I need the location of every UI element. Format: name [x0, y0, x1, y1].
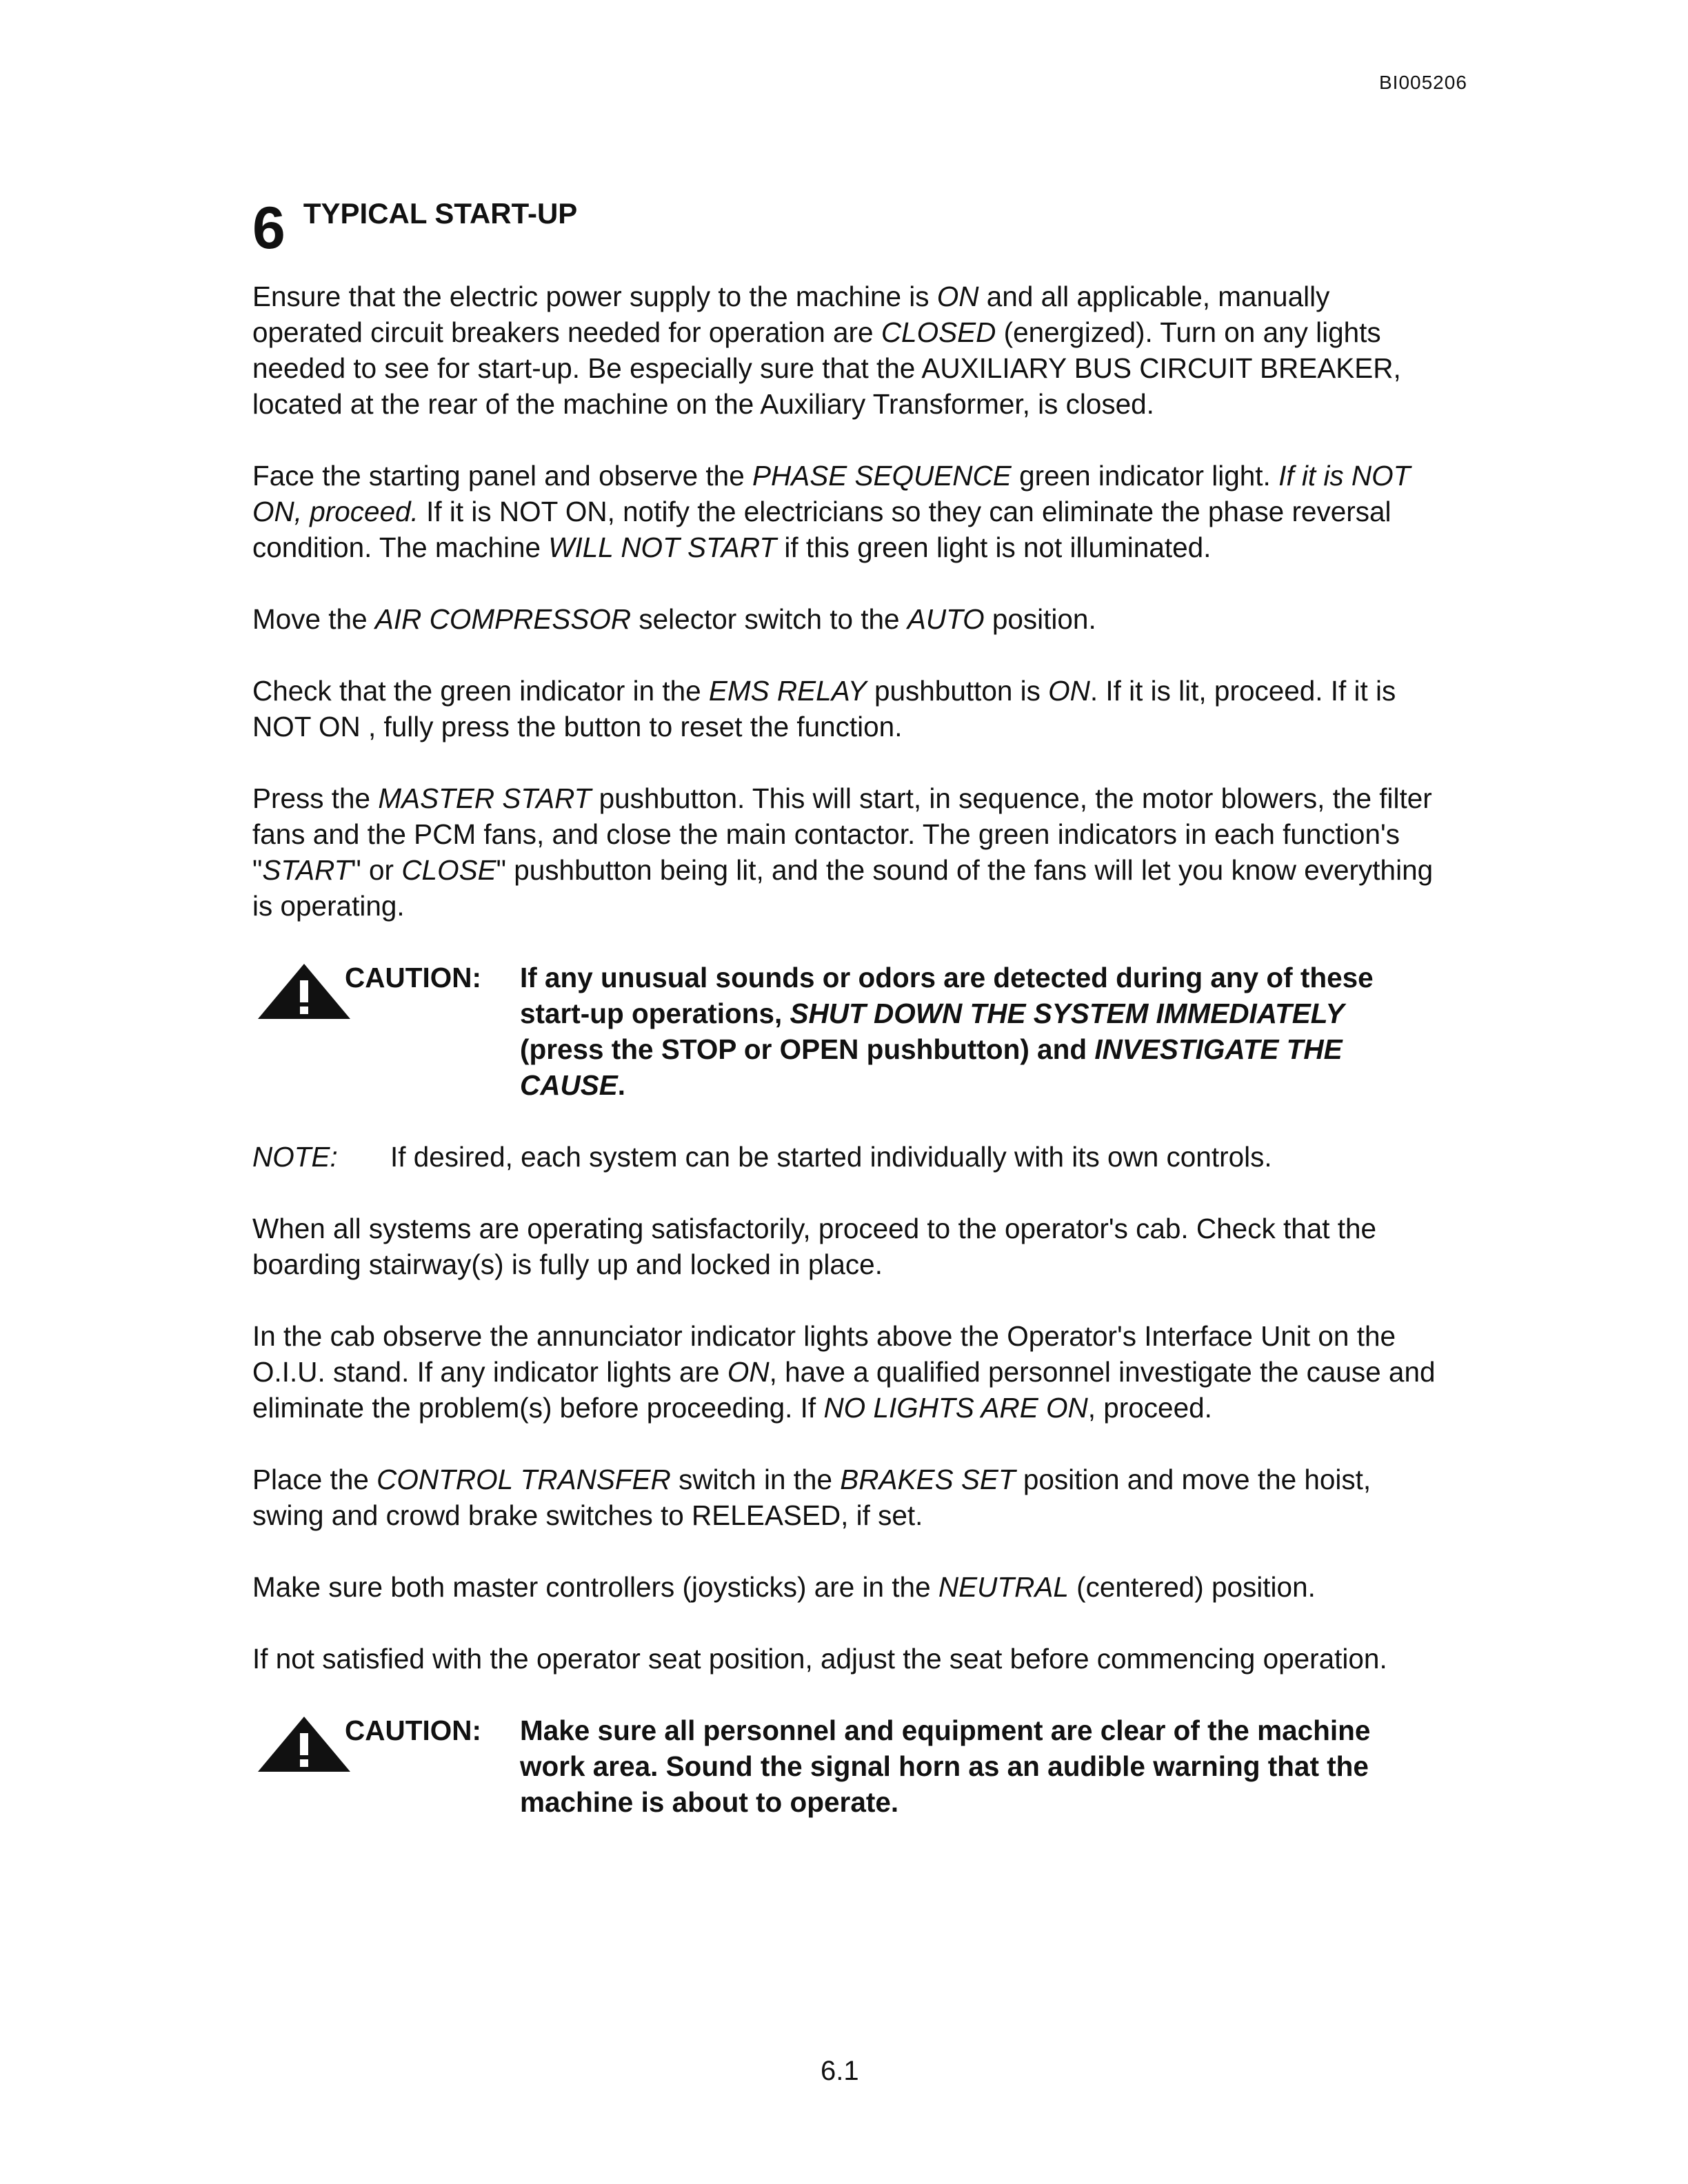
section-heading: [252, 193, 578, 261]
paragraph-power-supply: [252, 279, 1438, 422]
text-run: " or: [351, 854, 402, 886]
emphasis: ON: [936, 281, 979, 312]
paragraph-ems-relay: [252, 673, 1438, 745]
text-run: , have a qualified personnel investigate the cause and eliminate the problem(s) before proceeding. If: [252, 1356, 1436, 1424]
text-run: . If it is lit, proceed. If it is NOT ON , fully press the button to reset the function.: [252, 675, 1396, 742]
emphasis: If it is NOT ON, proceed.: [252, 460, 1411, 527]
text-run: green indicator light.: [1011, 460, 1279, 492]
text-run: Face the starting panel and observe the: [252, 460, 752, 492]
text-run: In the cab observe the annunciator indicator lights above the Operator's Interface Unit on the O.I.U. stand. If any indicator lights are: [252, 1320, 1396, 1388]
text-run: Ensure that the electric power supply to the machine is: [252, 281, 937, 312]
emphasis: NO LIGHTS ARE ON: [823, 1392, 1088, 1424]
emphasis: INVESTIGATE THE CAUSE: [520, 1033, 1343, 1101]
emphasis: ON: [1048, 675, 1090, 707]
text-run: , proceed.: [1087, 1392, 1212, 1424]
paragraph-master-controllers: [252, 1569, 1438, 1605]
text-run: (centered) position.: [1068, 1571, 1316, 1603]
text-run: .: [617, 1069, 626, 1101]
text-run: Check that the green indicator in the: [252, 675, 709, 707]
paragraph-operator-seat: [252, 1641, 1438, 1677]
text-run: If not satisfied with the operator seat position, adjust the seat before commencing operation.: [252, 1643, 1387, 1675]
document-id: BI005206: [1379, 72, 1467, 93]
emphasis: AUTO: [907, 603, 985, 635]
text-run: (press the STOP or OPEN pushbutton) and: [520, 1033, 1095, 1065]
text-run: Make sure both master controllers (joysticks) are in the: [252, 1571, 938, 1603]
emphasis: CLOSED: [881, 316, 996, 348]
emphasis: ON: [727, 1356, 770, 1388]
caution-block-work-area: [252, 1712, 1438, 1820]
paragraph-air-compressor: [252, 601, 1438, 637]
caution-block-startup: [252, 960, 1438, 1103]
emphasis: AIR COMPRESSOR: [374, 603, 632, 635]
emphasis: BRAKES SET: [840, 1464, 1016, 1495]
note-block: [252, 1139, 1438, 1175]
document-body: [252, 279, 1438, 1856]
text-run: When all systems are operating satisfactorily, proceed to the operator's cab. Check that the boarding stairway(s) is fully up and locked in place.: [252, 1213, 1377, 1280]
text-run: If any unusual sounds or odors are detected during any of these start-up operations,: [520, 962, 1374, 1029]
emphasis: CONTROL TRANSFER: [376, 1464, 671, 1495]
emphasis: MASTER START: [378, 782, 592, 814]
note-text: If desired, each system can be started individually with its own controls.: [390, 1141, 1272, 1173]
text-run: pushbutton. This will start, in sequence, the motor blowers, the filter fans and the PCM fans, and close the main contactor. The green indicators in each function's ": [252, 782, 1432, 886]
section-number: 6: [252, 195, 285, 261]
text-run: If it is NOT ON, notify the electricians so they can eliminate the phase reversal condition. The machine: [252, 496, 1391, 563]
text-run: position.: [984, 603, 1096, 635]
text-run: if this green light is not illuminated.: [776, 532, 1212, 563]
paragraph-control-transfer: [252, 1462, 1438, 1533]
caution-text: Make sure all personnel and equipment are clear of the machine work area. Sound the signal horn as an audible warning that the machine is about to operate.: [520, 1715, 1371, 1818]
emphasis: SHUT DOWN THE SYSTEM IMMEDIATELY: [790, 998, 1345, 1029]
note-label: NOTE:: [252, 1141, 338, 1173]
paragraph-phase-sequence: [252, 458, 1438, 565]
emphasis: CLOSE: [401, 854, 496, 886]
emphasis: WILL NOT START: [548, 532, 777, 563]
text-run: selector switch to the: [631, 603, 907, 635]
text-run: switch in the: [670, 1464, 841, 1495]
paragraph-operators-cab: [252, 1211, 1438, 1282]
emphasis: PHASE SEQUENCE: [752, 460, 1012, 492]
section-title: TYPICAL START-UP: [303, 197, 578, 230]
text-run: Place the: [252, 1464, 377, 1495]
emphasis: EMS RELAY: [708, 675, 867, 707]
page-number: 6.1: [821, 2056, 859, 2086]
text-run: Move the: [252, 603, 375, 635]
text-run: (energized). Turn on any lights needed to see for start-up. Be especially sure that the AUXILIARY BUS CIRCUIT BREAKER, located at the rear of the machine on the Auxiliary Transformer, is closed.: [252, 316, 1401, 420]
text-run: pushbutton is: [866, 675, 1049, 707]
paragraph-master-start: [252, 780, 1438, 924]
emphasis: NEUTRAL: [938, 1571, 1069, 1603]
text-run: and all applicable, manually operated circuit breakers needed for operation are: [252, 281, 1330, 348]
paragraph-annunciator: [252, 1318, 1438, 1426]
emphasis: START: [262, 854, 352, 886]
text-run: " pushbutton being lit, and the sound of the fans will let you know everything is operating.: [252, 854, 1434, 922]
caution-text: [520, 960, 1375, 1103]
caution-label: CAUTION:: [345, 962, 481, 993]
caution-label: CAUTION:: [345, 1715, 481, 1746]
text-run: Press the: [252, 782, 379, 814]
warning-triangle-icon: [252, 960, 356, 1022]
text-run: position and move the hoist, swing and crowd brake switches to RELEASED, if set.: [252, 1464, 1372, 1531]
warning-triangle-icon: [252, 1712, 356, 1775]
